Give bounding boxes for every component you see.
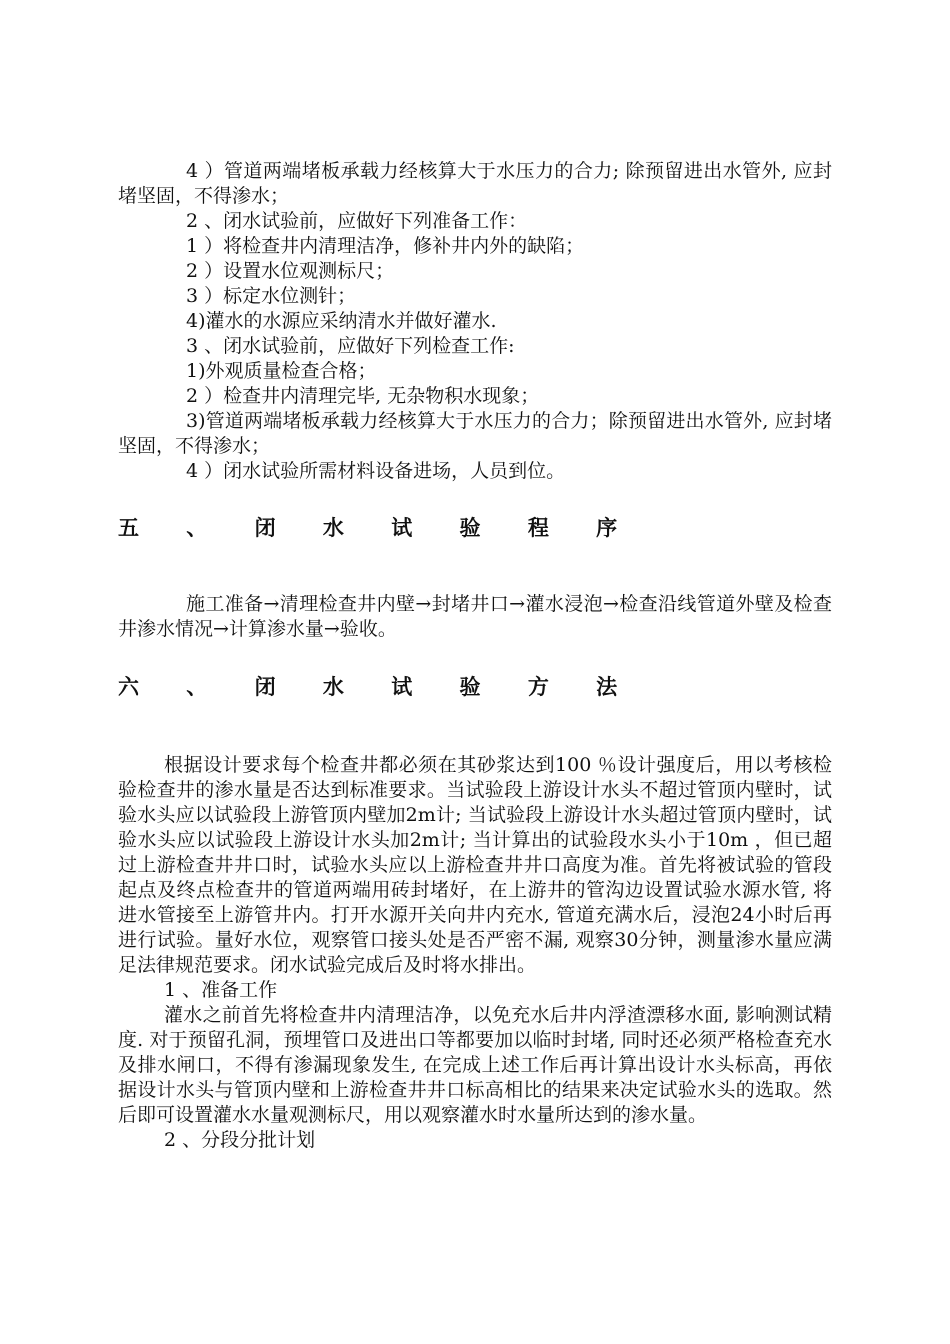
section5-heading: 五 、 闭 水 试 验 程 序	[118, 516, 638, 540]
section6-intro: 根据设计要求每个检查井都必须在其砂浆达到100 ％设计强度后，用以考核检验检查井的渗水量是否达到标准要求。当试验段上游设计水头不超过管顶内壁时，试验水头应以试验段上游管顶内壁加2m计; 当试验段上游设计水头超过管顶内壁时，试验水头应以试验段上游设计水头加2m计; 当计算出的试验段水头小于10m ，但已超过上游检查井井口时，试验水头应以上游检查井井口高度为准。首先将被试验的管段起点及终点检查井的管道两端用砖封堵好，在上游井的管沟边设置试验水源水管, 将进水管接至上游管井内。打开水源开关向井内充水, 管道充满水后，浸泡24小时后再进行试验。量好水位，观察管口接头处是否严密不漏, 观察30分钟，测量渗水量应满足法律规范要求。闭水试验完成后及时将水排出。	[118, 754, 832, 976]
prep-line-5: 3 ）标定水位测针；	[186, 285, 357, 307]
prep-line-6: 4)灌水的水源应采纳清水并做好灌水.	[186, 310, 497, 332]
section6-item1-title: 1 、准备工作	[164, 979, 278, 1001]
section6-item2-title: 2 、分段分批计划	[164, 1129, 316, 1151]
prep-line-9: 2 ）检查井内清理完毕, 无杂物积水现象；	[186, 385, 540, 407]
prep-line-1: 4 ）管道两端堵板承载力经核算大于水压力的合力; 除预留进出水管外, 应封堵坚固，不得渗水；	[118, 160, 832, 207]
prep-line-3: 1 ）将检查井内清理洁净，修补井内外的缺陷；	[186, 235, 585, 257]
prep-line-2: 2 、闭水试验前，应做好下列准备工作：	[186, 210, 528, 232]
section6-heading: 六 、 闭 水 试 验 方 法	[118, 675, 638, 699]
section6-item1-body: 灌水之前首先将检查井内清理洁净，以免充水后井内浮渣漂移水面, 影响测试精度. 对于预留孔洞，预埋管口及进出口等都要加以临时封堵, 同时还必须严格检查充水及排水闸口，不得有渗漏现象发生, 在完成上述工作后再计算出设计水头标高，再依据设计水头与管顶内壁和上游检查井井口标高相比的结果来决定试验水头的选取。然后即可设置灌水水量观测标尺，用以观察灌水时水量所达到的渗水量。	[118, 1004, 832, 1126]
prep-line-11: 4 ）闭水试验所需材料设备进场，人员到位。	[186, 460, 566, 482]
prep-line-10: 3)管道两端堵板承载力经核算大于水压力的合力；除预留进出水管外, 应封堵坚固，不得渗水；	[118, 410, 832, 457]
prep-line-7: 3 、闭水试验前，应做好下列检查工作:	[186, 335, 515, 357]
prep-line-4: 2 ）设置水位观测标尺；	[186, 260, 395, 282]
prep-line-8: 1)外观质量检查合格；	[186, 360, 377, 382]
section5-body: 施工准备→清理检查井内壁→封堵井口→灌水浸泡→检查沿线管道外壁及检查井渗水情况→计算渗水量→验收。	[118, 593, 832, 640]
